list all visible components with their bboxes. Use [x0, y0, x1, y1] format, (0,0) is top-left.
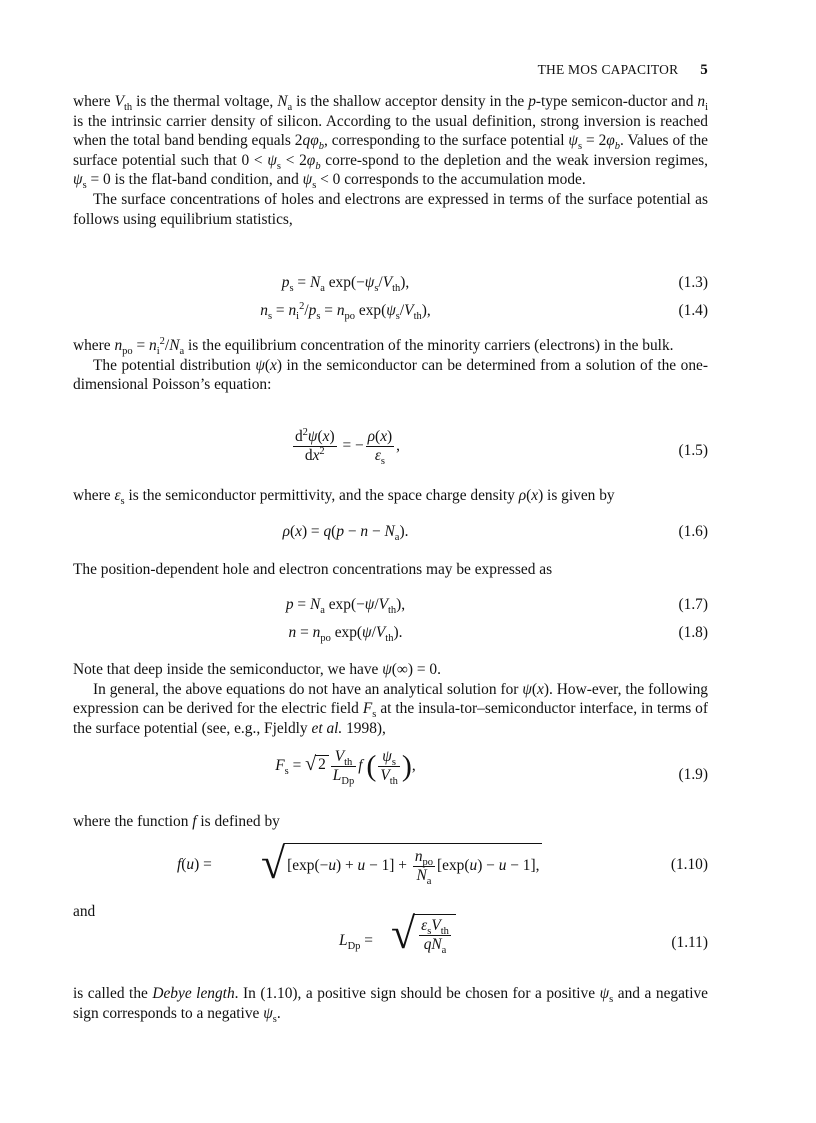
- paragraph-9: where the function f is defined by: [73, 813, 280, 830]
- paragraph-5: where $\varepsilon_s$ is the semiconductor permittivity, and the space charge density ρ(x) is given by: [73, 487, 615, 508]
- paragraph-1: where $V_{th}$ is the thermal voltage, $N_a$ is the shallow acceptor density in the p-type semicon-ductor and $n_i$ is the intrinsic carrier density of silicon. According to the usual definition, strong inversion is reached when the total band bending equals $2q\varphi_b$, corresponding to the surface potential $\psi_s = 2\varphi_b$. Values of the surface potential such that $0 < \psi_s < 2\varphi_b$ corre-spond to the depletion and the weak inversion regimes, $\psi_s = 0$ is the flat-band condition, and $\psi_s < 0$ corresponds to the accumulation mode. The surface concentrations of holes and electrons are expressed in terms of the surface potential as follows using equilibrium statistics,: [73, 93, 708, 228]
- paragraph-6: The position-dependent hole and electron concentrations may be expressed as: [73, 561, 553, 578]
- paragraph-7: Note that deep inside the semiconductor, we have ψ(∞) = 0. In general, the above equations do not have an analytical solution for ψ(x). How-ever, the following expression can be derived for the electric field $F_s$ at the insula-tor–semiconductor interface, in terms of the surface potential (see, e.g., Fjeldly et al. 1998),: [73, 661, 708, 737]
- equation-1-11: $L_{Dp}$ = √ $\frac{\varepsilon_sV_{th}}{qN_a}$ (1.11): [339, 909, 708, 958]
- equation-1-10: f(u) = √ [exp(−u) + u − 1] + $\frac{n_{po}}{N_a}$ [exp(u) − u − 1], (1.10): [177, 839, 708, 888]
- paragraph-2: The surface concentrations of holes and electrons are expressed in terms of the surface potential as follows using equilibrium statistics,: [73, 190, 708, 228]
- equation-1-6: $\rho(x) = q(p - n - N_a)$. (1.6): [282, 523, 708, 544]
- running-header: [538, 62, 708, 79]
- page-number: 5: [700, 62, 708, 78]
- paragraph-11: is called the Debye length. In (1.10), a positive sign should be chosen for a positive $\psi_s$ and a negative sign corresponds to a negative $\psi_s$.: [73, 985, 708, 1025]
- equation-1-8: $n = n_{po}$ $\exp(\psi/V_{th})$. (1.8): [288, 624, 708, 645]
- paragraph-10: and: [73, 903, 96, 920]
- equation-1-3: $p_s = N_a$ $\exp(-\psi_s/V_{th})$, (1.3): [281, 274, 708, 295]
- paragraph-3: where $n_{po} = n_i^2/N_a$ is the equilibrium concentration of the minority carriers (electrons) in the bulk. The potential distribution ψ(x) in the semiconductor can be determined from a solution of the one-dimensional Poisson’s equation:: [73, 335, 709, 394]
- equation-1-5: $\frac{d^2\psi(x)}{dx^2}$ = − $\frac{\rho(x)}{\varepsilon_s}$ , (1.5): [294, 426, 708, 468]
- running-title: THE MOS CAPACITOR: [537, 62, 679, 77]
- equation-1-4: $n_s = n_i^2/p_s = n_{po}$ $\exp(\psi_s/V_{th})$, (1.4): [260, 300, 708, 323]
- equation-1-7: $p = N_a$ $\exp(-\psi/V_{th})$, (1.7): [285, 596, 708, 617]
- equation-1-9: $F_s$ = √ 2 $\frac{V_{th}}{L_{Dp}}$ f ( $\frac{\psi_s}{V_{th}}$ ), (1.9): [275, 748, 708, 788]
